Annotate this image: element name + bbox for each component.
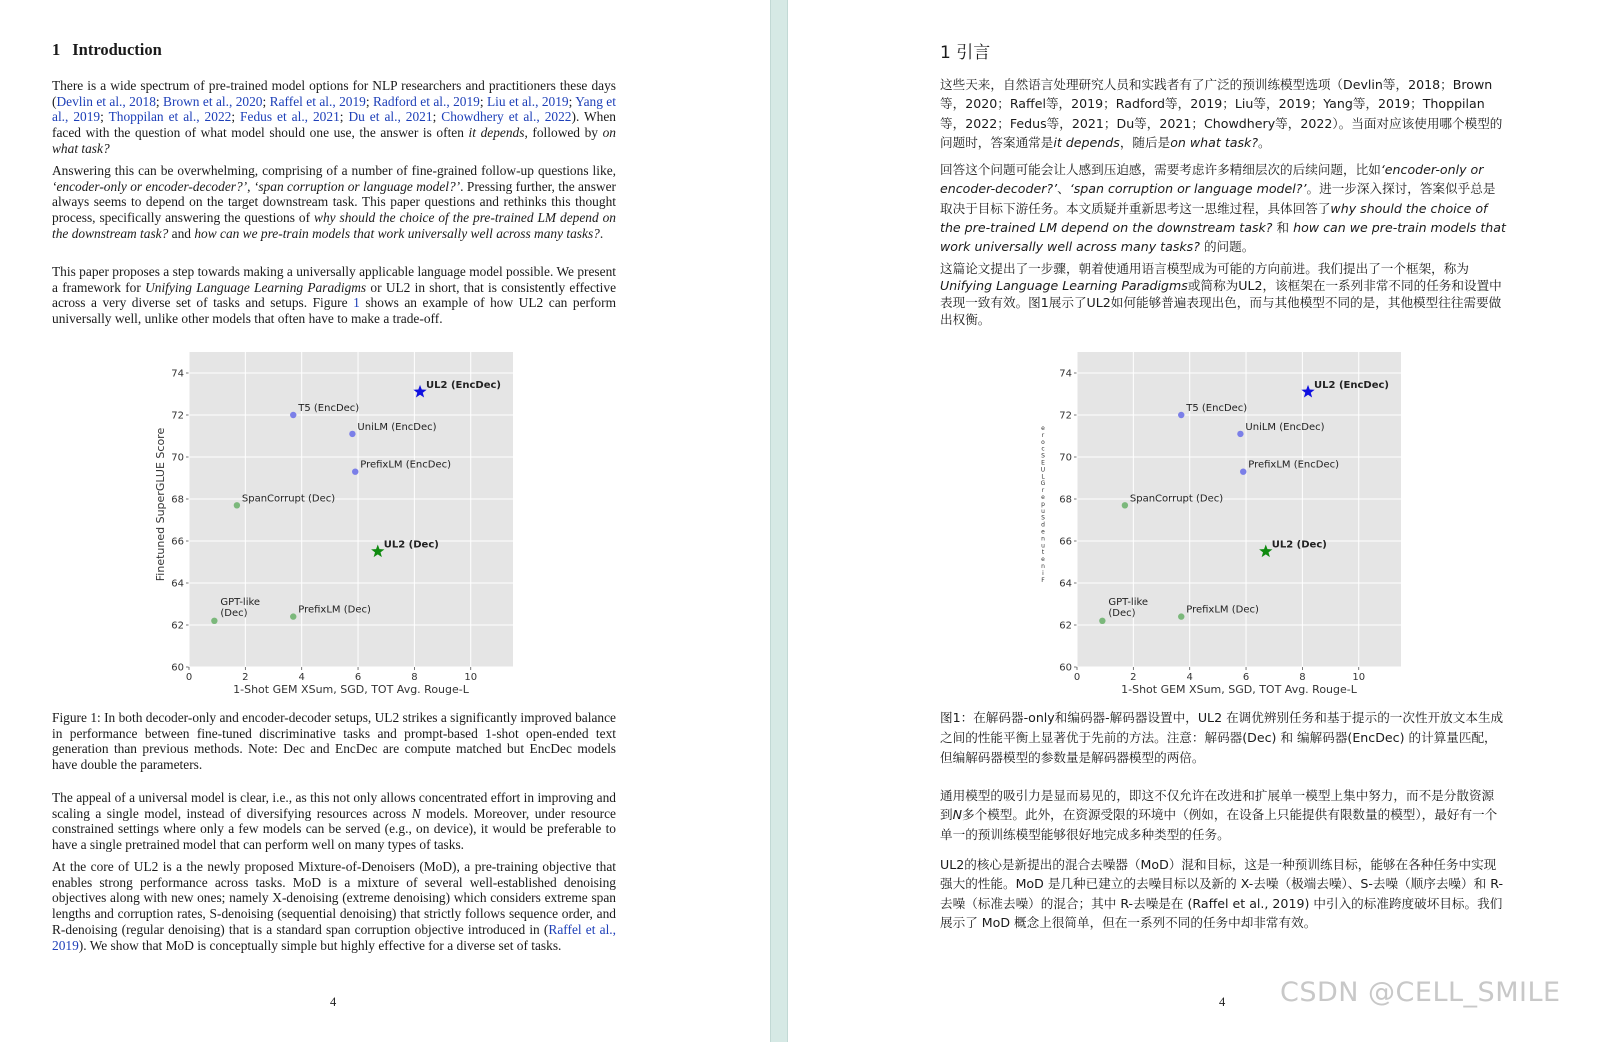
text-run: There is a wide spectrum of pre-trained model options for NLP researchers and practitioners these days ( xyxy=(52,78,616,109)
data-label: UL2 (Dec) xyxy=(1271,539,1327,551)
y-tick-label: 74 xyxy=(171,368,184,380)
text-run: ; xyxy=(432,109,442,125)
text-run: . xyxy=(599,225,604,241)
emphasis-text: N xyxy=(952,807,963,823)
data-label: PrefixLM (Dec) xyxy=(1186,604,1259,616)
x-tick-label: 6 xyxy=(1242,672,1250,683)
text-run: and xyxy=(168,225,195,241)
data-label: PrefixLM (EncDec) xyxy=(360,459,452,471)
text-run: The appeal of a universal model is clear, i.e., as this not only allows concentrated effort in improving and scaling a single model, instead of diversifying resources across xyxy=(52,790,616,821)
emphasis-text: Unifying Language Learning Paradigms xyxy=(940,278,1188,293)
emphasis-text: ‘encoder-only or encoder-decoder?’ xyxy=(52,178,248,194)
data-label: UL2 (EncDec) xyxy=(1314,379,1389,391)
text-run: 的问题。 xyxy=(1199,239,1255,255)
data-label: GPT-like (Dec) xyxy=(220,596,261,619)
data-point xyxy=(1178,613,1184,619)
y-tick-label: 72 xyxy=(1059,410,1072,422)
paragraph-4 xyxy=(52,790,616,853)
english-page xyxy=(0,0,770,1042)
y-tick-label: 68 xyxy=(171,494,184,506)
text-run: , xyxy=(247,178,254,194)
y-tick-label: 60 xyxy=(171,662,184,674)
text-run: . Pressing further, the answer always seems to depend on the target downstream task. This paper questions and rethinks this thought process, specifically answering the questions of xyxy=(52,178,616,226)
text-run: At the core of UL2 is a the newly proposed Mixture-of-Denoisers (MoD), a pre-training objective that enables strong performance across tasks. MoD is a mixture of several well-established denoising objectives along with new ones; namely X-denoising (extreme denoising) which considers extreme span lengths and corruption rates, S-denoising (sequential denoising) that strictly follows sequence order, and R-denoising (regular denoising) that is a standard span corruption objective introduced in ( xyxy=(52,859,616,937)
chinese-page xyxy=(788,0,1601,1042)
section-heading: 1 引言 xyxy=(940,43,991,63)
data-label: SpanCorrupt (Dec) xyxy=(1129,493,1224,505)
text-run: ; xyxy=(479,93,487,109)
x-tick-label: 4 xyxy=(298,672,305,683)
scatter-chart xyxy=(148,345,520,700)
data-point xyxy=(352,469,358,475)
x-tick-label: 2 xyxy=(1130,672,1137,683)
text-run: ). We show that MoD is conceptually simple but highly effective for a diverse set of tasks. xyxy=(78,937,562,953)
y-tick-label: 66 xyxy=(1059,536,1072,548)
text-run: ; xyxy=(339,109,349,125)
text-run: ; xyxy=(100,109,109,125)
text-run: 这些天来，自然语言处理研究人员和实践者有了广泛的预训练模型选项（Devlin等，2018；Brown等，2020；Raffel等，2019；Radford等，2019；Liu等，2019；Yang等，2019；Thoppilan等，2022；Fedus等，2021；Du等，2021；Chowdhery等，2022）。当面对应该使用哪个模型的问题时，答案通常是 xyxy=(940,77,1503,150)
figure-caption xyxy=(52,710,616,773)
data-point xyxy=(1122,502,1128,508)
paragraph-3 xyxy=(52,264,616,327)
data-label: UniLM (EncDec) xyxy=(1245,421,1325,433)
data-label: GPT-like (Dec) xyxy=(1108,596,1149,619)
paragraph-3 xyxy=(940,260,1506,328)
x-tick-label: 10 xyxy=(464,672,478,683)
citation-link[interactable]: 1 xyxy=(353,295,360,311)
paragraph-2 xyxy=(52,163,616,242)
y-tick-label: 70 xyxy=(171,452,184,464)
data-label: T5 (EncDec) xyxy=(1186,403,1248,414)
text-run: 或简称为UL2，该框架在一系列非常不同的任务和设置中表现一致有效。图1展示了UL2如何能够普遍表现出色，而与其他模型不同的是，其他模型往往需要做出权衡。 xyxy=(940,278,1502,327)
x-tick-label: 2 xyxy=(242,672,249,683)
paragraph-4 xyxy=(940,786,1506,844)
paragraph-5 xyxy=(940,855,1506,932)
citation-link[interactable]: Devlin et al., 2018 xyxy=(56,93,156,109)
text-run: 这篇论文提出了一步骤，朝着使通用语言模型成为可能的方向前进。我们提出了一个框架，称为 xyxy=(940,261,1469,276)
emphasis-text: why should the choice of the pre-trained LM depend on the downstream task? xyxy=(52,210,616,241)
y-tick-label: 62 xyxy=(171,620,184,632)
data-point xyxy=(234,502,240,508)
y-tick-label: 66 xyxy=(171,536,184,548)
paragraph-5 xyxy=(52,859,616,953)
data-point xyxy=(1240,469,1246,475)
x-tick-label: 0 xyxy=(1073,672,1081,683)
text-run: 和 xyxy=(1272,219,1294,235)
data-point xyxy=(1178,412,1184,418)
emphasis-text: ‘span corruption or language model?’ xyxy=(1069,181,1307,197)
y-tick-label: 62 xyxy=(1059,620,1072,632)
citation-link[interactable]: Thoppilan et al., 2022 xyxy=(108,109,232,125)
text-run: ; xyxy=(365,93,373,109)
text-run: , followed by xyxy=(524,125,603,141)
data-point xyxy=(1099,618,1105,624)
emphasis-text: ‘encoder-only or encoder-decoder?’ xyxy=(940,162,1484,197)
x-tick-label: 0 xyxy=(185,672,193,683)
text-run: 。进一步深入探讨，答案似乎总是取决于目标下游任务。本文质疑并重新思考这一思维过程，具体回答了 xyxy=(940,181,1496,216)
x-tick-label: 8 xyxy=(411,672,418,683)
y-axis-label: e r o c S E U L G r e p u S d e n u t e n i F xyxy=(1040,425,1046,584)
data-point xyxy=(349,431,355,437)
emphasis-text: how can we pre-train models that work universally well across many tasks? xyxy=(194,225,600,241)
emphasis-text: it depends xyxy=(468,125,525,141)
text-run: UL2的核心是新提出的混合去噪器（MoD）混和目标，这是一种预训练目标，能够在各种任务中实现强大的性能。MoD 是几种已建立的去噪目标以及新的 X-去噪（极端去噪）、S-去噪（顺序去噪）和 R-去噪（标准去噪）的混合；其中 R-去噪是在 (Raffel et al., 2019) 中引入的标准跨度破坏目标。我们展示了 MoD 概念上很简单，但在一系列不同的任务中却非常有效。 xyxy=(940,857,1504,930)
text-run: 回答这个问题可能会让人感到压迫感，需要考虑许多精细层次的后续问题，比如 xyxy=(940,162,1381,177)
emphasis-text: why should the choice of the pre-trained LM depend on the downstream task? xyxy=(940,200,1488,235)
citation-link[interactable]: Raffel et al., 2019 xyxy=(269,93,366,109)
citation-link[interactable]: Yang et al., 2019 xyxy=(52,93,616,125)
text-run: Answering this can be overwhelming, comprising of a number of fine-grained follow-up questions like, xyxy=(52,163,616,178)
page-gutter xyxy=(770,0,788,1042)
text-run: Figure 1: In both decoder-only and encoder-decoder setups, UL2 strikes a significantly improved balance in performance between fine-tuned discriminative tasks and prompt-based 1-shot open-ended text generation than previous methods. Note: Dec and EncDec are compute matched but EncDec models have double the parameters. xyxy=(52,710,616,773)
text-run: 通用模型的吸引力是显而易见的，即这不仅允许在改进和扩展单一模型上集中努力，而不是分散资源到 xyxy=(940,788,1495,823)
data-point xyxy=(1237,431,1243,437)
text-run: models. Moreover, under resource constrained settings where only a few models can be served (e.g., on device), it would be preferable to have a single pretrained model that can perform well on many types of tasks. xyxy=(52,805,617,853)
citation-link[interactable]: Brown et al., 2020 xyxy=(163,93,263,109)
data-label: UL2 (Dec) xyxy=(383,539,439,551)
page-number: 4 xyxy=(330,995,337,1009)
text-run: 图1：在解码器-only和编码器-解码器设置中，UL2 在调优辨别任务和基于提示的一次性开放文本生成之间的性能平衡上显著优于先前的方法。注意：解码器(Dec) 和 编解码器(EncDec) 的计算量匹配，但编解码器模型的参数量是解码器模型的两倍。 xyxy=(940,710,1504,765)
text-run: 。 xyxy=(1258,134,1271,150)
text-run: ; xyxy=(262,93,270,109)
citation-link[interactable]: Fedus et al., 2021 xyxy=(240,109,340,125)
watermark: CSDN @CELL_SMILE xyxy=(1280,977,1561,1008)
data-point xyxy=(211,618,217,624)
scatter-chart xyxy=(1036,345,1408,700)
data-label: SpanCorrupt (Dec) xyxy=(241,493,336,505)
data-label: UL2 (EncDec) xyxy=(426,379,501,391)
y-tick-label: 60 xyxy=(1059,662,1072,674)
citation-link[interactable]: Radford et al., 2019 xyxy=(372,93,480,109)
text-run: ; xyxy=(568,93,576,109)
text-run: This paper proposes a step towards making a universally applicable language model possible. We present a framework for xyxy=(52,264,616,295)
text-run: ). When faced with the question of what model should one use, the answer is often xyxy=(52,109,616,141)
x-axis-label: 1-Shot GEM XSum, SGD, TOT Avg. Rouge-L xyxy=(233,683,469,696)
x-axis-label: 1-Shot GEM XSum, SGD, TOT Avg. Rouge-L xyxy=(1121,683,1357,696)
data-label: PrefixLM (EncDec) xyxy=(1248,459,1340,471)
section-number: 1 xyxy=(52,40,61,59)
x-tick-label: 8 xyxy=(1299,672,1306,683)
y-tick-label: 68 xyxy=(1059,494,1072,506)
y-tick-label: 70 xyxy=(1059,452,1072,464)
data-point xyxy=(290,613,296,619)
y-tick-label: 72 xyxy=(171,410,184,422)
paragraph-1 xyxy=(940,75,1506,152)
y-tick-label: 64 xyxy=(171,578,184,590)
emphasis-text: how can we pre-train models that work universally well across many tasks? xyxy=(940,219,1506,255)
text-run: 多个模型。此外，在资源受限的环境中（例如，在设备上只能提供有限数量的模型），最好有一个单一的预训练模型能够很好地完成多种类型的任务。 xyxy=(940,807,1498,842)
paragraph-2 xyxy=(940,160,1506,256)
page-number: 4 xyxy=(1219,995,1226,1009)
x-tick-label: 10 xyxy=(1352,672,1366,683)
emphasis-text: it depends xyxy=(1053,134,1120,150)
paragraph-1 xyxy=(52,78,616,157)
section-title: Introduction xyxy=(72,40,162,59)
y-tick-label: 74 xyxy=(1059,368,1072,380)
y-axis-label: Finetuned SuperGLUE Score xyxy=(154,427,167,582)
y-tick-label: 64 xyxy=(1059,578,1072,590)
plot-area xyxy=(1077,352,1401,667)
text-run: shows an example of how UL2 can perform universally well, unlike other models that often have to make a trade-off. xyxy=(52,295,617,327)
data-label: T5 (EncDec) xyxy=(298,403,360,414)
data-label: UniLM (EncDec) xyxy=(357,421,437,433)
emphasis-text: N xyxy=(411,805,421,821)
section-heading xyxy=(52,40,162,60)
text-run: ，随后是 xyxy=(1119,134,1171,150)
citation-link[interactable]: Liu et al., 2019 xyxy=(487,93,569,109)
x-tick-label: 4 xyxy=(1186,672,1193,683)
x-tick-label: 6 xyxy=(354,672,362,683)
plot-area xyxy=(189,352,513,667)
citation-link[interactable]: Du et al., 2021 xyxy=(348,109,433,125)
figure-caption xyxy=(940,708,1506,768)
text-run: or UL2 in short, that is consistently effective across a very diverse set of tasks and setups. Figure xyxy=(52,279,617,311)
text-run: ; xyxy=(155,93,164,109)
text-run: ; xyxy=(231,109,241,125)
emphasis-text: on what task? xyxy=(52,125,616,156)
emphasis-text: ‘span corruption or language model?’ xyxy=(253,178,461,194)
emphasis-text: Unifying Language Learning Paradigms xyxy=(145,279,367,295)
citation-link[interactable]: Raffel et al., 2019 xyxy=(52,921,616,953)
data-label: PrefixLM (Dec) xyxy=(298,604,371,616)
text-run: 、 xyxy=(1057,181,1070,197)
data-point xyxy=(290,412,296,418)
citation-link[interactable]: Chowdhery et al., 2022 xyxy=(441,109,572,125)
emphasis-text: on what task? xyxy=(1170,134,1259,150)
